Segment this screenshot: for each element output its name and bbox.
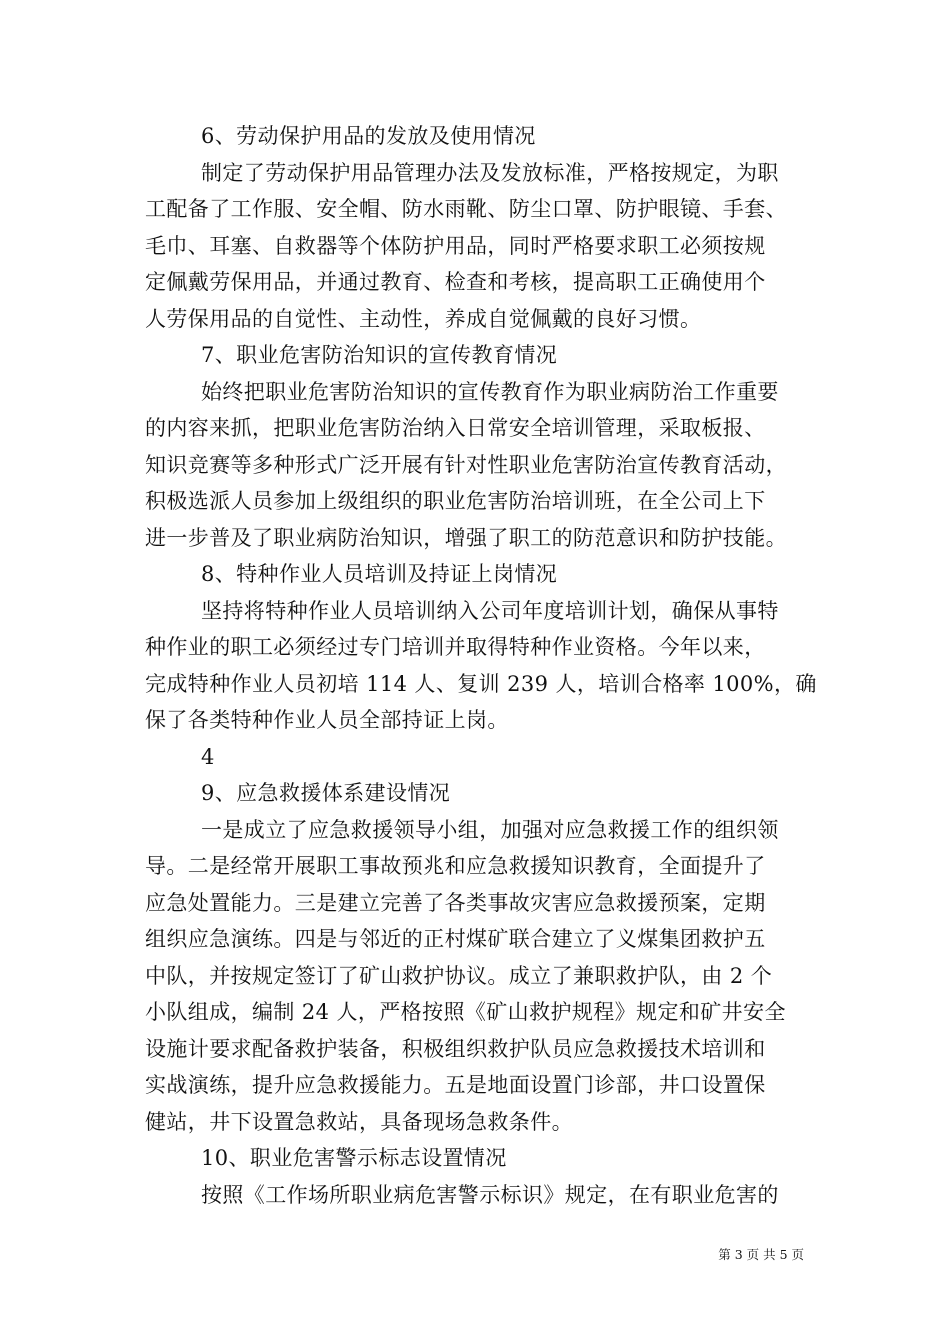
paragraph-line: 按照《工作场所职业病危害警示标识》规定，在有职业危害的 xyxy=(201,1182,779,1207)
paragraph-line: 实战演练，提升应急救援能力。五是地面设置门诊部，井口设置保 xyxy=(145,1073,766,1097)
paragraph-line: 制定了劳动保护用品管理办法及发放标准，严格按规定，为职 xyxy=(201,160,779,185)
paragraph-line: 4 xyxy=(201,744,215,769)
paragraph-line: 种作业的职工必须经过专门培训并取得特种作业资格。今年以来， xyxy=(145,635,766,659)
document-body xyxy=(145,118,817,1213)
paragraph-line: 保了各类特种作业人员全部持证上岗。 xyxy=(145,708,509,732)
paragraph-line: 工配备了工作服、安全帽、防水雨靴、防尘口罩、防护眼镜、手套、 xyxy=(145,197,787,221)
paragraph-line: 中队，并按规定签订了矿山救护协议。成立了兼职救护队，由 2 个 xyxy=(145,963,773,988)
paragraph-line: 组织应急演练。四是与邻近的正村煤矿联合建立了义煤集团救护五 xyxy=(145,927,766,951)
paragraph-line: 小队组成，编制 24 人，严格按照《矿山救护规程》规定和矿井安全 xyxy=(145,1000,786,1024)
paragraph-line: 完成特种作业人员初培 114 人、复训 239 人，培训合格率 100%，确 xyxy=(145,671,817,696)
page-number-footer: 第 3 页 共 5 页 xyxy=(718,1247,804,1262)
paragraph-line: 知识竞赛等多种形式广泛开展有针对性职业危害防治宣传教育活动， xyxy=(145,452,787,477)
section-heading: 7、职业危害防治知识的宣传教育情况 xyxy=(201,343,558,367)
paragraph-line: 始终把职业危害防治知识的宣传教育作为职业病防治工作重要 xyxy=(201,379,779,404)
paragraph-line: 毛巾、耳塞、自救器等个体防护用品，同时严格要求职工必须按规 xyxy=(145,233,766,258)
section-heading: 6、劳动保护用品的发放及使用情况 xyxy=(201,124,536,148)
paragraph-line: 坚持将特种作业人员培训纳入公司年度培训计划，确保从事特 xyxy=(201,598,779,623)
section-heading: 8、特种作业人员培训及持证上岗情况 xyxy=(201,562,558,586)
paragraph-line: 积极选派人员参加上级组织的职业危害防治培训班，在全公司上下 xyxy=(145,489,766,513)
paragraph-line: 设施计要求配备救护装备，积极组织救护队员应急救援技术培训和 xyxy=(145,1036,766,1061)
section-heading: 10、职业危害警示标志设置情况 xyxy=(201,1146,507,1170)
paragraph-line: 健站，井下设置急救站，具备现场急救条件。 xyxy=(145,1109,573,1134)
paragraph-line: 应急处置能力。三是建立完善了各类事故灾害应急救援预案，定期 xyxy=(145,890,766,915)
paragraph-line: 一是成立了应急救援领导小组，加强对应急救援工作的组织领 xyxy=(201,817,779,842)
section-heading: 9、应急救援体系建设情况 xyxy=(201,781,451,805)
paragraph-line: 人劳保用品的自觉性、主动性，养成自觉佩戴的良好习惯。 xyxy=(145,306,702,331)
paragraph-line: 进一步普及了职业病防治知识，增强了职工的防范意识和防护技能。 xyxy=(145,525,787,550)
paragraph-line: 导。二是经常开展职工事故预兆和应急救援知识教育，全面提升了 xyxy=(145,854,766,878)
paragraph-line: 的内容来抓，把职业危害防治纳入日常安全培训管理，采取板报、 xyxy=(145,416,766,440)
paragraph-line: 定佩戴劳保用品，并通过教育、检查和考核，提高职工正确使用个 xyxy=(145,270,766,294)
